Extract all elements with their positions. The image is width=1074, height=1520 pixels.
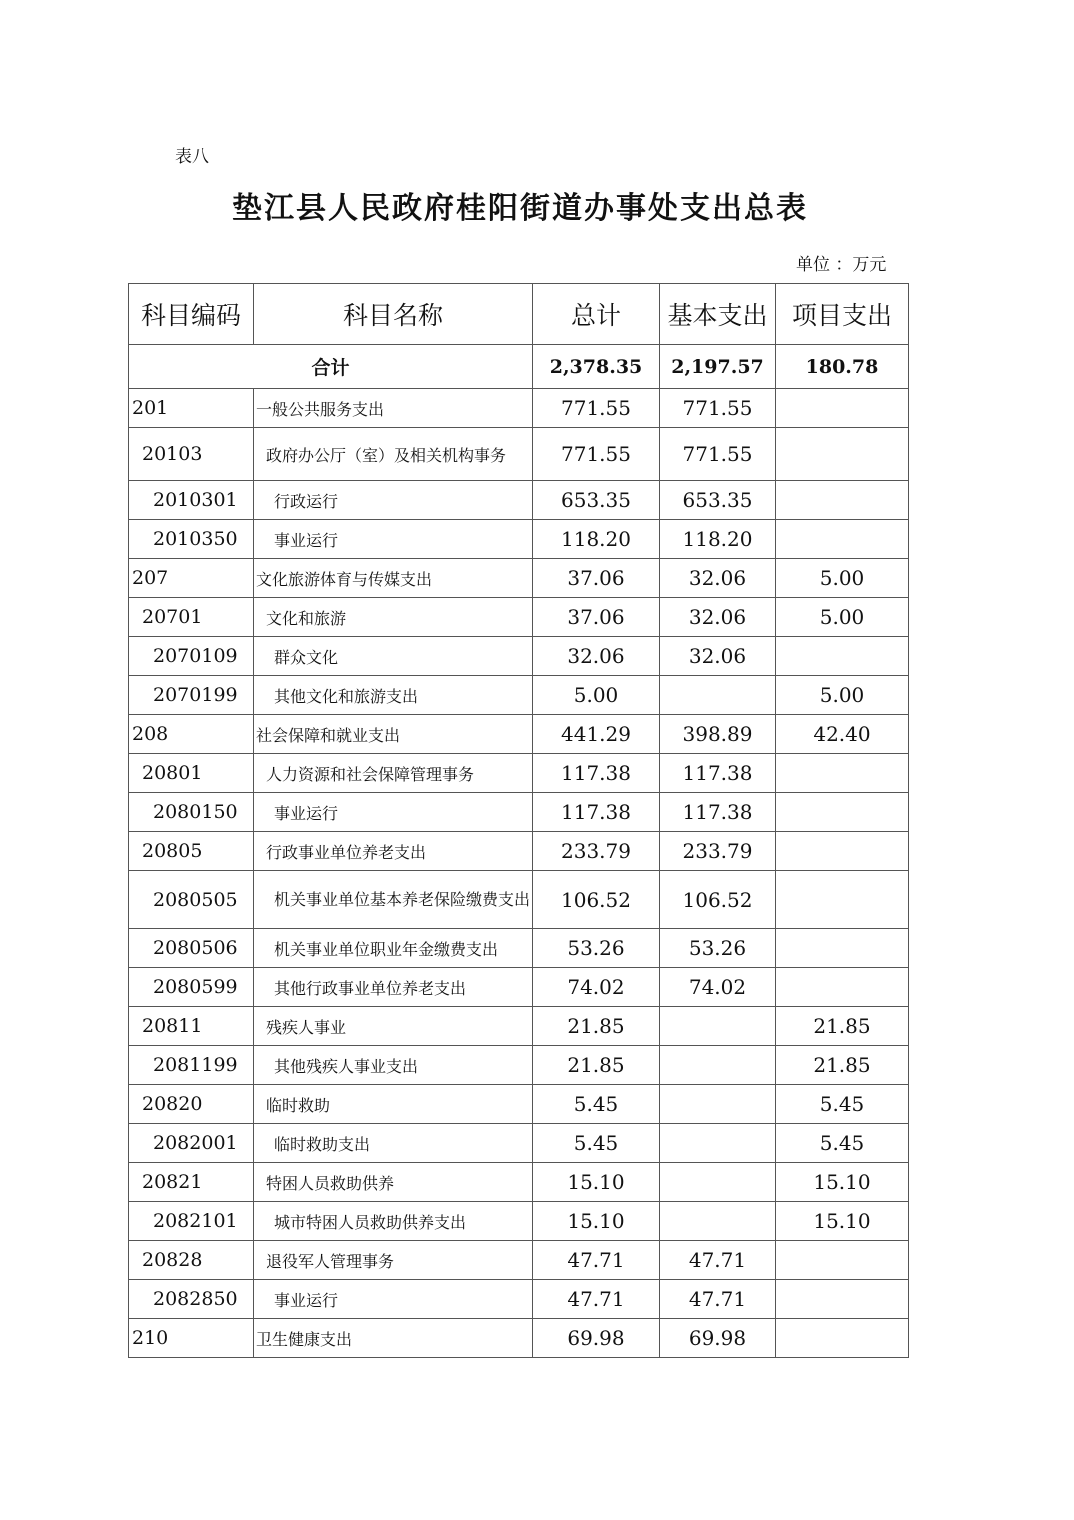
basic-cell: 32.06 xyxy=(660,598,776,637)
project-cell xyxy=(776,832,909,871)
code-cell: 2010350 xyxy=(129,520,254,559)
basic-cell: 118.20 xyxy=(660,520,776,559)
table-row xyxy=(129,715,909,754)
basic-cell: 74.02 xyxy=(660,968,776,1007)
name-cell: 残疾人事业 xyxy=(254,1007,533,1046)
basic-cell: 32.06 xyxy=(660,637,776,676)
project-cell: 5.45 xyxy=(776,1124,909,1163)
total-cell: 5.45 xyxy=(533,1124,660,1163)
basic-cell: 47.71 xyxy=(660,1241,776,1280)
name-cell: 机关事业单位职业年金缴费支出 xyxy=(254,929,533,968)
name-cell: 退役军人管理事务 xyxy=(254,1241,533,1280)
header-row xyxy=(129,284,909,345)
project-cell xyxy=(776,754,909,793)
total-cell: 5.45 xyxy=(533,1085,660,1124)
project-cell xyxy=(776,793,909,832)
project-cell xyxy=(776,929,909,968)
code-cell: 2080150 xyxy=(129,793,254,832)
expenditure-table xyxy=(128,283,909,1358)
code-cell: 2080505 xyxy=(129,871,254,929)
table-row xyxy=(129,1046,909,1085)
table-row xyxy=(129,871,909,929)
total-cell: 106.52 xyxy=(533,871,660,929)
code-cell: 20103 xyxy=(129,428,254,481)
project-cell xyxy=(776,520,909,559)
table-row xyxy=(129,428,909,481)
code-cell: 2082001 xyxy=(129,1124,254,1163)
total-cell: 117.38 xyxy=(533,793,660,832)
grand-total-total: 2,378.35 xyxy=(533,345,660,389)
name-cell: 临时救助 xyxy=(254,1085,533,1124)
table-row xyxy=(129,481,909,520)
header-total: 总计 xyxy=(533,284,660,345)
project-cell: 5.00 xyxy=(776,676,909,715)
table-row xyxy=(129,1319,909,1358)
table-row xyxy=(129,793,909,832)
header-project: 项目支出 xyxy=(776,284,909,345)
code-cell: 20828 xyxy=(129,1241,254,1280)
document-title: 垫江县人民政府桂阳街道办事处支出总表 xyxy=(232,191,808,226)
name-cell: 文化旅游体育与传媒支出 xyxy=(254,559,533,598)
header-basic: 基本支出 xyxy=(660,284,776,345)
project-cell xyxy=(776,968,909,1007)
name-cell: 事业运行 xyxy=(254,1280,533,1319)
basic-cell: 771.55 xyxy=(660,428,776,481)
project-cell: 15.10 xyxy=(776,1202,909,1241)
basic-cell xyxy=(660,1124,776,1163)
total-cell: 21.85 xyxy=(533,1046,660,1085)
project-cell xyxy=(776,1319,909,1358)
total-cell: 5.00 xyxy=(533,676,660,715)
grand-total-project: 180.78 xyxy=(776,345,909,389)
name-cell: 事业运行 xyxy=(254,520,533,559)
name-cell: 机关事业单位基本养老保险缴费支出 xyxy=(254,871,533,929)
basic-cell xyxy=(660,676,776,715)
table-row xyxy=(129,929,909,968)
table-row xyxy=(129,676,909,715)
basic-cell: 771.55 xyxy=(660,389,776,428)
grand-total-basic: 2,197.57 xyxy=(660,345,776,389)
name-cell: 其他行政事业单位养老支出 xyxy=(254,968,533,1007)
name-cell: 行政事业单位养老支出 xyxy=(254,832,533,871)
name-cell: 临时救助支出 xyxy=(254,1124,533,1163)
code-cell: 20801 xyxy=(129,754,254,793)
code-cell: 210 xyxy=(129,1319,254,1358)
table-row xyxy=(129,520,909,559)
basic-cell: 653.35 xyxy=(660,481,776,520)
basic-cell xyxy=(660,1163,776,1202)
table-row xyxy=(129,1124,909,1163)
code-cell: 201 xyxy=(129,389,254,428)
total-cell: 117.38 xyxy=(533,754,660,793)
table-row xyxy=(129,1007,909,1046)
code-cell: 2080506 xyxy=(129,929,254,968)
table-row xyxy=(129,559,909,598)
project-cell xyxy=(776,389,909,428)
project-cell: 15.10 xyxy=(776,1163,909,1202)
project-cell xyxy=(776,871,909,929)
total-cell: 15.10 xyxy=(533,1163,660,1202)
code-cell: 2010301 xyxy=(129,481,254,520)
name-cell: 其他文化和旅游支出 xyxy=(254,676,533,715)
basic-cell: 32.06 xyxy=(660,559,776,598)
project-cell xyxy=(776,637,909,676)
code-cell: 2082850 xyxy=(129,1280,254,1319)
basic-cell: 117.38 xyxy=(660,793,776,832)
total-cell: 74.02 xyxy=(533,968,660,1007)
total-cell: 771.55 xyxy=(533,428,660,481)
total-cell: 32.06 xyxy=(533,637,660,676)
name-cell: 政府办公厅（室）及相关机构事务 xyxy=(254,428,533,481)
total-cell: 441.29 xyxy=(533,715,660,754)
basic-cell: 69.98 xyxy=(660,1319,776,1358)
project-cell xyxy=(776,1241,909,1280)
code-cell: 20701 xyxy=(129,598,254,637)
table-number: 表八 xyxy=(175,147,209,167)
total-cell: 37.06 xyxy=(533,559,660,598)
project-cell: 42.40 xyxy=(776,715,909,754)
project-cell xyxy=(776,1280,909,1319)
total-cell: 47.71 xyxy=(533,1241,660,1280)
total-cell: 47.71 xyxy=(533,1280,660,1319)
code-cell: 2070199 xyxy=(129,676,254,715)
total-cell: 233.79 xyxy=(533,832,660,871)
total-cell: 53.26 xyxy=(533,929,660,968)
total-cell: 771.55 xyxy=(533,389,660,428)
name-cell: 城市特困人员救助供养支出 xyxy=(254,1202,533,1241)
project-cell xyxy=(776,481,909,520)
total-cell: 69.98 xyxy=(533,1319,660,1358)
unit-label: 单位 ：万元 xyxy=(796,255,887,275)
project-cell: 5.00 xyxy=(776,598,909,637)
name-cell: 事业运行 xyxy=(254,793,533,832)
name-cell: 行政运行 xyxy=(254,481,533,520)
code-cell: 2082101 xyxy=(129,1202,254,1241)
table-row xyxy=(129,637,909,676)
code-cell: 208 xyxy=(129,715,254,754)
code-cell: 20811 xyxy=(129,1007,254,1046)
table-row xyxy=(129,1085,909,1124)
project-cell: 5.45 xyxy=(776,1085,909,1124)
table-row xyxy=(129,598,909,637)
basic-cell xyxy=(660,1007,776,1046)
basic-cell: 47.71 xyxy=(660,1280,776,1319)
name-cell: 群众文化 xyxy=(254,637,533,676)
basic-cell xyxy=(660,1046,776,1085)
table-row xyxy=(129,389,909,428)
name-cell: 文化和旅游 xyxy=(254,598,533,637)
table-row xyxy=(129,968,909,1007)
grand-total-row xyxy=(129,345,909,389)
total-cell: 21.85 xyxy=(533,1007,660,1046)
basic-cell: 117.38 xyxy=(660,754,776,793)
name-cell: 人力资源和社会保障管理事务 xyxy=(254,754,533,793)
basic-cell: 233.79 xyxy=(660,832,776,871)
table-row xyxy=(129,1280,909,1319)
table-row xyxy=(129,1202,909,1241)
code-cell: 207 xyxy=(129,559,254,598)
total-cell: 118.20 xyxy=(533,520,660,559)
project-cell xyxy=(776,428,909,481)
total-cell: 37.06 xyxy=(533,598,660,637)
code-cell: 2081199 xyxy=(129,1046,254,1085)
header-code: 科目编码 xyxy=(129,284,254,345)
basic-cell: 398.89 xyxy=(660,715,776,754)
basic-cell xyxy=(660,1085,776,1124)
name-cell: 一般公共服务支出 xyxy=(254,389,533,428)
basic-cell: 106.52 xyxy=(660,871,776,929)
name-cell: 其他残疾人事业支出 xyxy=(254,1046,533,1085)
table-row xyxy=(129,1241,909,1280)
project-cell: 21.85 xyxy=(776,1046,909,1085)
project-cell: 5.00 xyxy=(776,559,909,598)
code-cell: 2080599 xyxy=(129,968,254,1007)
basic-cell: 53.26 xyxy=(660,929,776,968)
table-row xyxy=(129,832,909,871)
code-cell: 20805 xyxy=(129,832,254,871)
basic-cell xyxy=(660,1202,776,1241)
name-cell: 卫生健康支出 xyxy=(254,1319,533,1358)
total-cell: 653.35 xyxy=(533,481,660,520)
code-cell: 2070109 xyxy=(129,637,254,676)
name-cell: 社会保障和就业支出 xyxy=(254,715,533,754)
project-cell: 21.85 xyxy=(776,1007,909,1046)
code-cell: 20821 xyxy=(129,1163,254,1202)
table-row xyxy=(129,1163,909,1202)
name-cell: 特困人员救助供养 xyxy=(254,1163,533,1202)
code-cell: 20820 xyxy=(129,1085,254,1124)
grand-total-label: 合计 xyxy=(129,345,533,389)
total-cell: 15.10 xyxy=(533,1202,660,1241)
table-row xyxy=(129,754,909,793)
header-name: 科目名称 xyxy=(254,284,533,345)
